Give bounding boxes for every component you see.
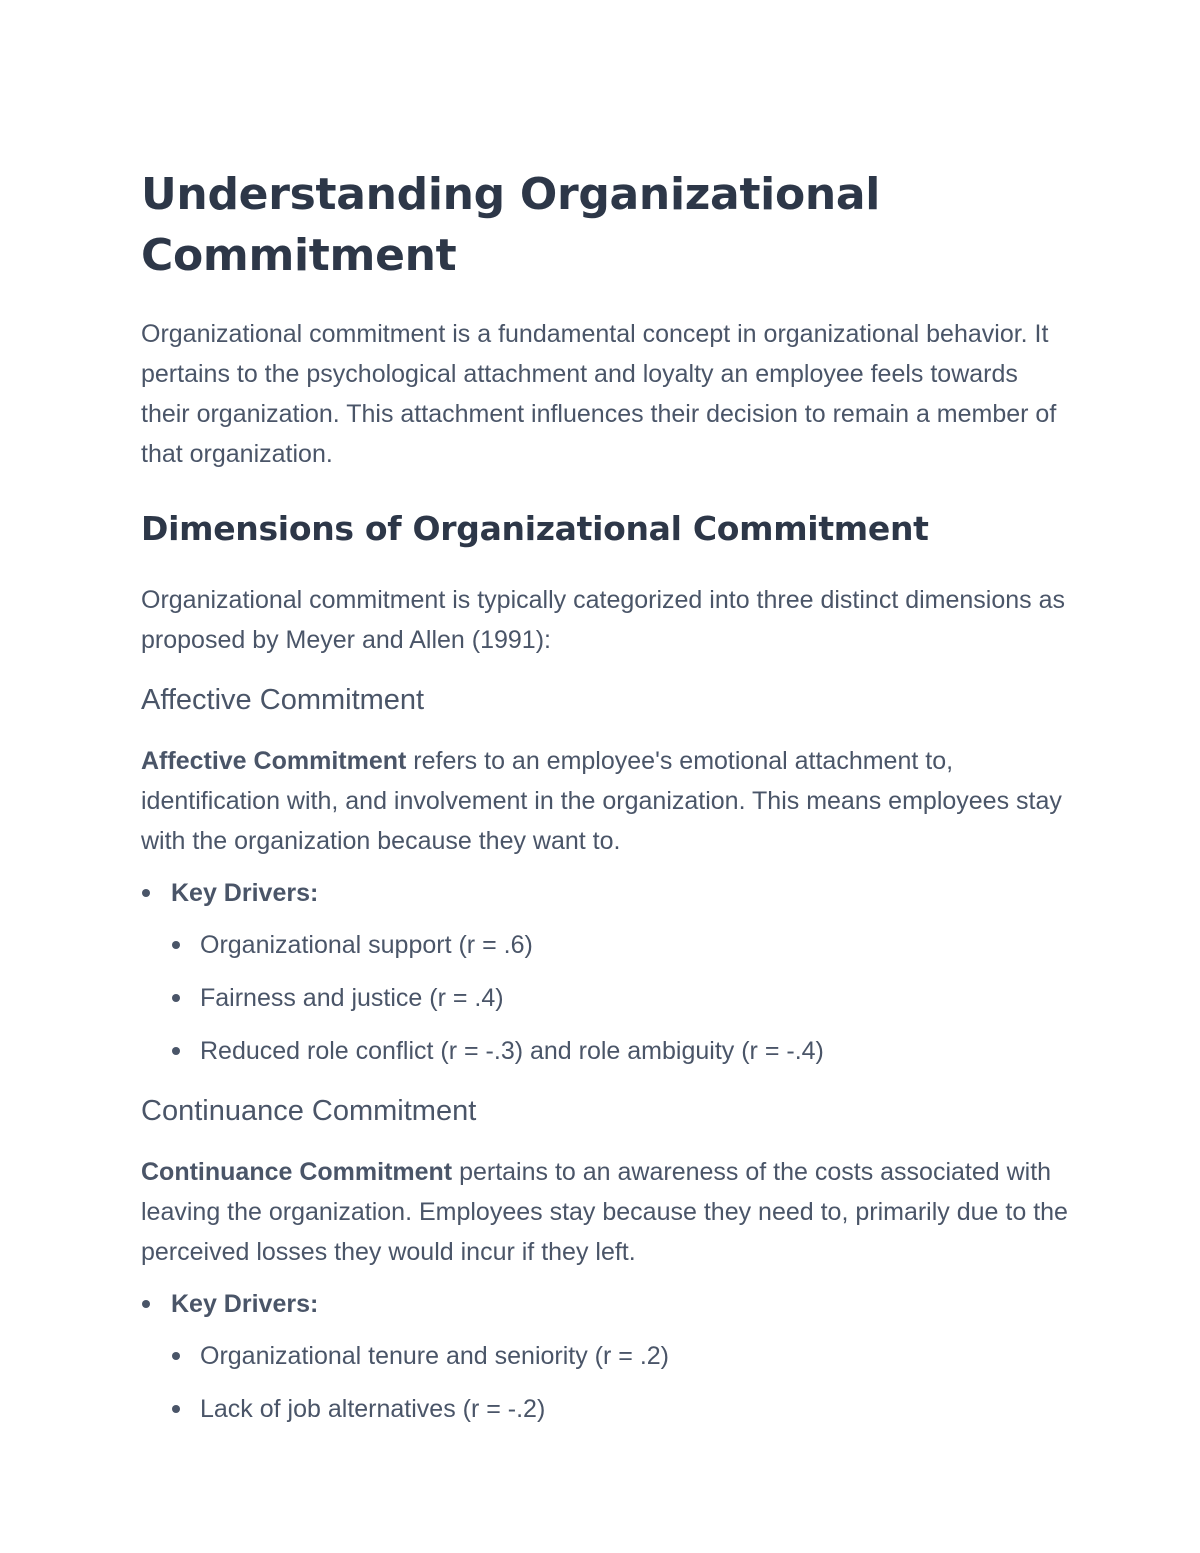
affective-key-drivers-list (141, 873, 1070, 1071)
list-item (171, 1336, 1070, 1376)
driver-text: Lack of job alternatives (r = -.2) (200, 1395, 546, 1423)
intro-paragraph: Organizational commitment is a fundamental concept in organizational behavior. It pertains to the psychological attachment and loyalty an employee feels towards their organization. This attachment influences their decision to remain a member of that organization. (141, 320, 1057, 468)
list-item (171, 925, 1070, 965)
key-drivers-label: Key Drivers: (171, 1290, 319, 1318)
key-drivers-label: Key Drivers: (171, 879, 319, 907)
dimensions-intro-paragraph: Organizational commitment is typically categorized into three distinct dimensions as proposed by Meyer and Allen (1991): (141, 586, 1066, 654)
bullet-icon (142, 889, 150, 897)
bullet-icon (172, 1352, 180, 1360)
list-item (141, 1284, 1070, 1429)
bullet-icon (142, 1300, 150, 1308)
driver-text: Reduced role conflict (r = -.3) and role ambiguity (r = -.4) (200, 1037, 824, 1065)
affective-drivers-sublist (171, 925, 1070, 1071)
dimensions-heading: Dimensions of Organizational Commitment (141, 509, 929, 548)
bullet-icon (172, 1405, 180, 1413)
bullet-icon (172, 994, 180, 1002)
bullet-icon (172, 1047, 180, 1055)
affective-commitment-section (141, 677, 1070, 1071)
list-item (171, 1031, 1070, 1071)
driver-text: Organizational tenure and seniority (r = .2) (200, 1342, 669, 1370)
list-item (171, 1389, 1070, 1429)
continuance-commitment-section (141, 1088, 1070, 1429)
list-item (141, 873, 1070, 1071)
bullet-icon (172, 941, 180, 949)
affective-commitment-definition-text: refers to an employee's emotional attachment to, identification with, and involvement in the organization. This means employees stay with the organization because they want to. (141, 747, 1062, 855)
continuance-commitment-term: Continuance Commitment (141, 1158, 453, 1186)
affective-commitment-term: Affective Commitment (141, 747, 407, 775)
driver-text: Organizational support (r = .6) (200, 931, 533, 959)
continuance-commitment-definition-text: pertains to an awareness of the costs associated with leaving the organization. Employees stay because they need to, primarily due to the perceived losses they would incur if they left. (141, 1158, 1068, 1266)
document-title: Understanding Organizational Commitment (141, 169, 881, 281)
driver-text: Fairness and justice (r = .4) (200, 984, 504, 1012)
continuance-key-drivers-list (141, 1284, 1070, 1429)
affective-commitment-heading: Affective Commitment (141, 684, 425, 716)
list-item (171, 978, 1070, 1018)
affective-commitment-definition (141, 741, 1070, 861)
continuance-commitment-heading: Continuance Commitment (141, 1095, 477, 1127)
continuance-drivers-sublist (171, 1336, 1070, 1429)
continuance-commitment-definition (141, 1152, 1070, 1272)
